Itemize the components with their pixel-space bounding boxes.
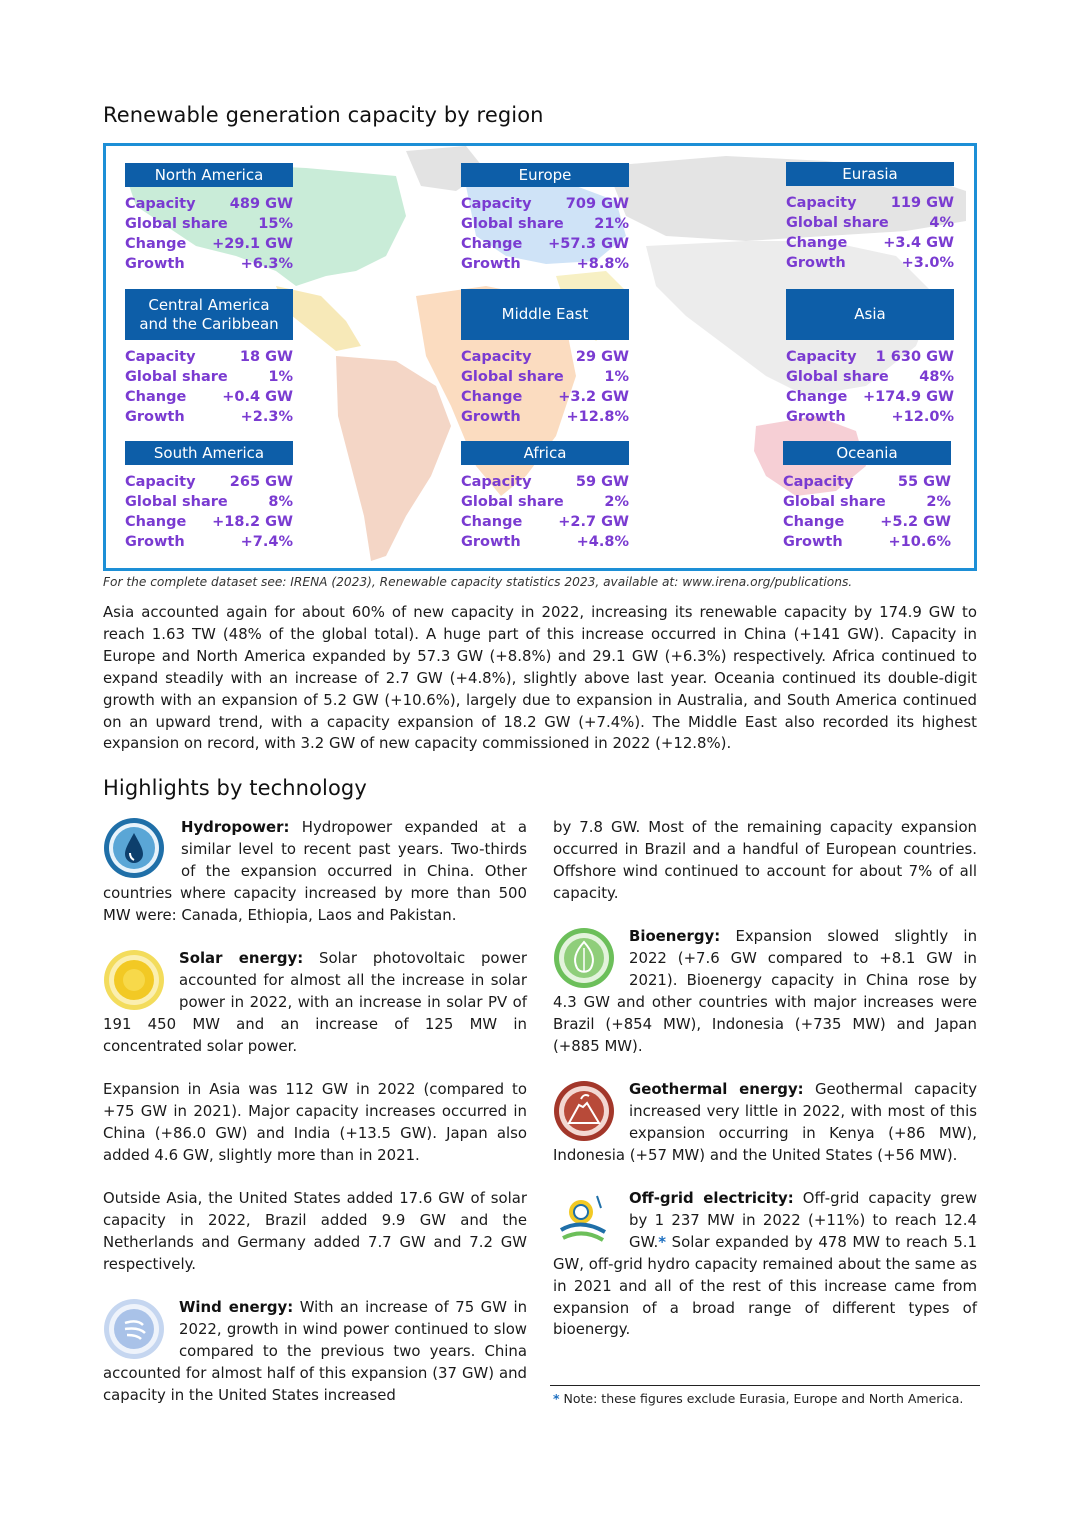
capacity-row: Capacity 119 GW [786, 195, 954, 211]
share-row: Global share 8% [125, 494, 293, 510]
change-row: Change +18.2 GW [125, 514, 293, 530]
hydropower-icon-box [103, 817, 181, 880]
share-row: Global share 1% [461, 369, 629, 385]
footnote-star: * [553, 1391, 560, 1406]
capacity-row: Capacity 709 GW [461, 196, 629, 212]
geothermal-icon-box [553, 1079, 629, 1142]
sun-icon [103, 948, 167, 1012]
wind-title: Wind energy: [179, 1298, 294, 1316]
bioenergy-text: Expansion slowed slightly in 2022 (+7.6 GW compared to +8.1 GW in 2021). Bioenergy capacity in China rose by 4.3 GW and other countries with major increases were Brazil (+854 MW), Indonesia (+735 MW) and Japan (+885 MW). [553, 927, 978, 1055]
capacity-row: Capacity 55 GW [783, 474, 951, 490]
change-row: Change +3.2 GW [461, 389, 629, 405]
growth-row: Growth +7.4% [125, 534, 293, 550]
wind-text: With an increase of 75 GW in 2022, growth in wind power continued to slow compared to the previous two years. China accounted for almost half of this expansion (37 GW) and capacity in the United States increased [103, 1298, 528, 1404]
wind-block [103, 1297, 527, 1407]
capacity-row: Capacity 489 GW [125, 196, 293, 212]
hydropower-text: Hydropower expanded at a similar level to recent past years. Two-thirds of the expansion occurred in China. Other countries where capacity increased by more than 500 MW were: Canada, Ethiopia, Laos and Pakistan. [103, 818, 527, 924]
region-europe [461, 163, 629, 274]
change-row: Change +2.7 GW [461, 514, 629, 530]
region-header: Asia [786, 289, 954, 340]
capacity-row: Capacity 265 GW [125, 474, 293, 490]
region-south-america [125, 441, 293, 552]
region-header: Middle East [461, 289, 629, 340]
region-eurasia [786, 162, 954, 273]
growth-row: Growth +10.6% [783, 534, 951, 550]
wind-icon [103, 1297, 167, 1361]
share-row: Global share 2% [783, 494, 951, 510]
offgrid-block [553, 1188, 977, 1341]
region-north-america [125, 163, 293, 274]
offgrid-icon [553, 1188, 617, 1252]
bioenergy-title: Bioenergy: [629, 927, 721, 945]
offgrid-icon-box [553, 1188, 629, 1251]
capacity-row: Capacity 29 GW [461, 349, 629, 365]
geothermal-block [553, 1079, 977, 1167]
change-row: Change +57.3 GW [461, 236, 629, 252]
hydropower-title: Hydropower: [181, 818, 290, 836]
solar-title: Solar energy: [179, 949, 304, 967]
geothermal-title: Geothermal energy: [629, 1080, 804, 1098]
region-header: Europe [461, 163, 629, 187]
bioenergy-icon-box [553, 926, 629, 989]
wind-icon-box [103, 1297, 179, 1360]
region-header: Africa [461, 441, 629, 465]
intro-paragraph: Asia accounted again for about 60% of new capacity in 2022, increasing its renewable capacity by 174.9 GW to reach 1.63 TW (48% of the global total). A huge part of this increase occurred in China (+141 GW). Capacity in Europe and North America expanded by 57.3 GW (+8.8%) and 29.1 GW (+6.3%) respectively. Africa continued to expand steadily with an increase of 2.7 GW (+4.8%), slightly above last year. Oceania continued its double-digit growth with an expansion of 5.2 GW (+10.6%), largely due to expansion in Australia, and South America continued on an upward trend, with a capacity expansion of 18.2 GW (+7.4%). The Middle East also recorded its highest expansion on record, with 3.2 GW of new capacity commissioned in 2022 (+12.8%). [103, 603, 977, 753]
solar-asia-paragraph: Expansion in Asia was 112 GW in 2022 (compared to +75 GW in 2021). Major capacity increases occurred in China (+86.0 GW) and India (+13.5 GW). Japan also added 4.6 GW, slightly more than in 2021. [103, 1080, 527, 1164]
offgrid-title: Off-grid electricity: [629, 1189, 794, 1207]
offgrid-text-a: Off-grid capacity grew by 1 237 MW in 2022 (+11%) to reach 12.4 GW. [629, 1189, 977, 1251]
solar-icon-box [103, 948, 179, 1011]
change-row: Change +29.1 GW [125, 236, 293, 252]
capacity-row: Capacity 18 GW [125, 349, 293, 365]
region-middle-east [461, 289, 629, 427]
water-drop-icon [103, 817, 167, 881]
geothermal-text: Geothermal capacity increased very little in 2022, with most of this expansion occurring in Kenya (+86 MW), Indonesia (+57 MW) and the United States (+56 MW). [553, 1080, 978, 1164]
share-row: Global share 2% [461, 494, 629, 510]
hydropower-block [103, 817, 527, 927]
region-asia [786, 289, 954, 427]
share-row: Global share 15% [125, 216, 293, 232]
volcano-icon [553, 1079, 617, 1143]
change-row: Change +174.9 GW [786, 389, 954, 405]
solar-block [103, 948, 527, 1058]
region-central-america [125, 289, 293, 427]
growth-row: Growth +12.0% [786, 409, 954, 425]
share-row: Global share 48% [786, 369, 954, 385]
region-map [103, 143, 977, 571]
offgrid-text-b: Solar expanded by 478 MW to reach 5.1 GW, off-grid hydro capacity remained about the same as in 2021 and all of the rest of this increase came from expansion of a broad range of different types of bioenergy. [553, 1232, 977, 1339]
section-title-regions: Renewable generation capacity by region [103, 103, 544, 127]
share-row: Global share 21% [461, 216, 629, 232]
change-row: Change +0.4 GW [125, 389, 293, 405]
footnote-divider [550, 1385, 980, 1386]
capacity-row: Capacity 1 630 GW [786, 349, 954, 365]
region-header: North America [125, 163, 293, 187]
growth-row: Growth +8.8% [461, 256, 629, 272]
growth-row: Growth +3.0% [786, 255, 954, 271]
change-row: Change +5.2 GW [783, 514, 951, 530]
wind-continued-paragraph: by 7.8 GW. Most of the remaining capacity expansion occurred in Brazil and a handful of European countries. Offshore wind continued to account for about 7% of all capacity. [553, 818, 977, 902]
capacity-row: Capacity 59 GW [461, 474, 629, 490]
region-africa [461, 441, 629, 552]
solar-text: Solar photovoltaic power accounted for almost all the increase in solar power in 2022, with an increase in solar PV of 191 450 MW and an increase of 125 MW in concentrated solar power. [103, 949, 527, 1055]
growth-row: Growth +12.8% [461, 409, 629, 425]
bioenergy-block [553, 926, 977, 1057]
region-oceania [783, 441, 951, 552]
figure-caption: For the complete dataset see: IRENA (2023), Renewable capacity statistics 2023, available at: www.irena.org/publications. [103, 575, 853, 589]
share-row: Global share 1% [125, 369, 293, 385]
share-row: Global share 4% [786, 215, 954, 231]
leaf-icon [553, 926, 617, 990]
growth-row: Growth +6.3% [125, 256, 293, 272]
footnote-marker: * [658, 1232, 667, 1251]
growth-row: Growth +2.3% [125, 409, 293, 425]
change-row: Change +3.4 GW [786, 235, 954, 251]
solar-outside-asia-paragraph: Outside Asia, the United States added 17.6 GW of solar capacity in 2022, Brazil added 9.9 GW and the Netherlands and Germany added 7.7 GW and 7.2 GW respectively. [103, 1189, 527, 1273]
region-header: South America [125, 441, 293, 465]
region-header: Eurasia [786, 162, 954, 186]
region-header: Central America and the Caribbean [125, 289, 293, 340]
section-title-technology: Highlights by technology [103, 776, 367, 800]
footnote-text: Note: these figures exclude Eurasia, Europe and North America. [563, 1391, 964, 1406]
region-header: Oceania [783, 441, 951, 465]
footnote [553, 1391, 963, 1406]
growth-row: Growth +4.8% [461, 534, 629, 550]
